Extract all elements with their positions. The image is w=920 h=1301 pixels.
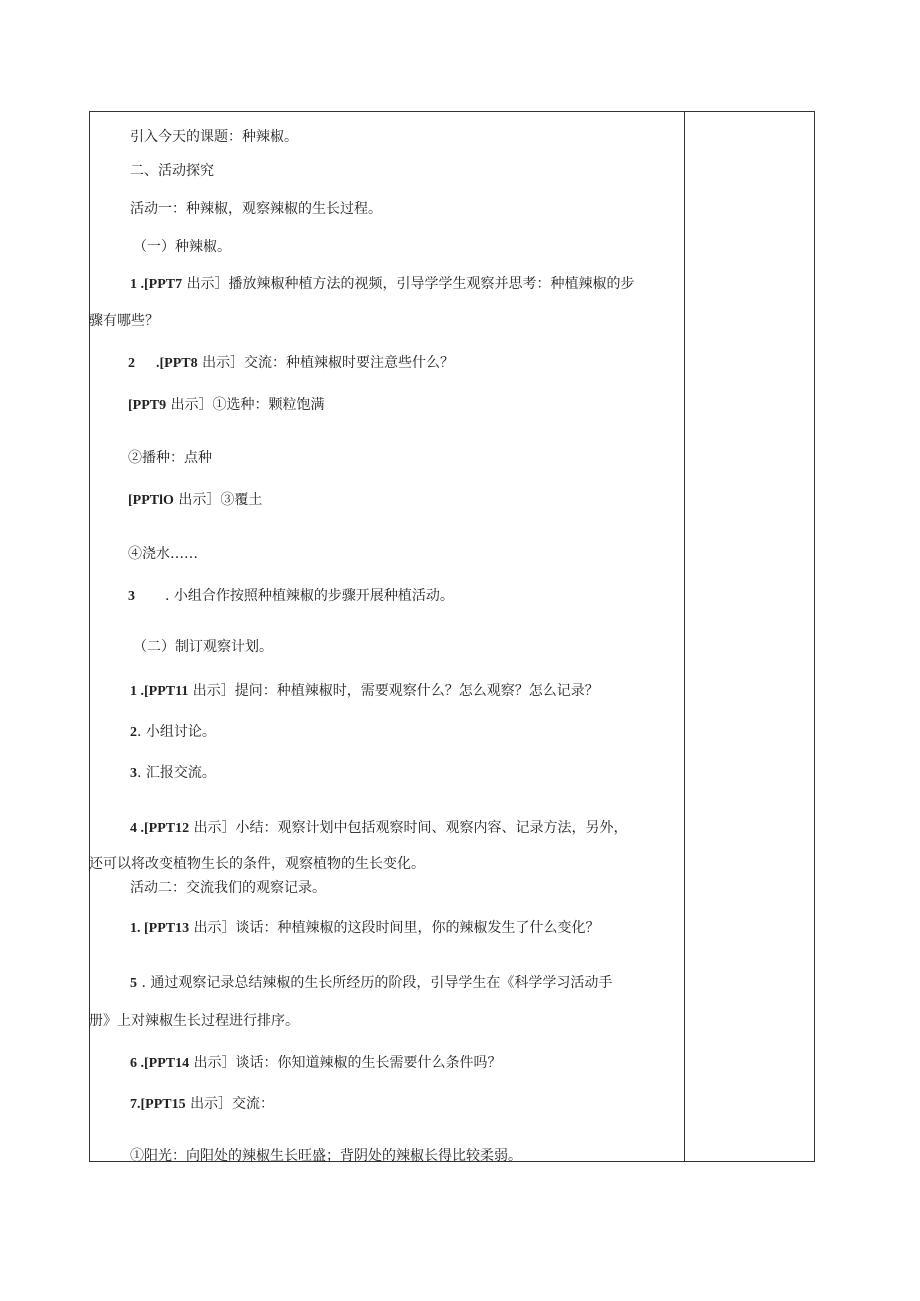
- step-line: 3 . 小组合作按照种植辣椒的步骤开展种植活动。: [128, 588, 454, 604]
- subsection-plant-pepper: （一）种辣椒。: [133, 239, 231, 255]
- step-line: ④浇水……: [128, 546, 198, 562]
- step-line: 1 .[PPT11 出示］提问：种植辣椒时，需要观察什么？怎么观察？怎么记录？: [130, 683, 599, 699]
- step-line: 4 .[PPT12 出示］小结：观察计划中包括观察时间、观察内容、记录方法，另外，: [130, 820, 628, 836]
- section-heading-activity-explore: 二、活动探究: [130, 163, 214, 179]
- step-line: ②播种：点种: [128, 450, 212, 466]
- step-line: 3. 汇报交流。: [130, 765, 216, 781]
- step-line-continued: 册》上对辣椒生长过程进行排序。: [89, 1013, 299, 1029]
- activity-two-heading: 活动二：交流我们的观察记录。: [130, 880, 326, 896]
- activity-one-heading: 活动一：种辣椒，观察辣椒的生长过程。: [130, 201, 382, 217]
- step-line: 1. [PPT13 出示］谈话：种植辣椒的这段时间里，你的辣椒发生了什么变化？: [130, 920, 600, 936]
- step-line: 2. 小组讨论。: [130, 724, 216, 740]
- step-line: 1 .[PPT7 出示］播放辣椒种植方法的视频，引导学学生观察并思考：种植辣椒的步: [130, 276, 635, 292]
- intro-line: 引入今天的课题：种辣椒。: [130, 129, 298, 145]
- lesson-content-cell: [89, 111, 684, 1162]
- step-line: 2 .[PPT8 出示］交流：种植辣椒时要注意些什么？: [128, 355, 455, 371]
- step-line: 6 .[PPT14 出示］谈话：你知道辣椒的生长需要什么条件吗？: [130, 1055, 502, 1071]
- step-line: 7.[PPT15 出示］交流：: [130, 1096, 275, 1112]
- subsection-observation-plan: （二）制订观察计划。: [133, 639, 273, 655]
- step-line: 5 . 通过观察记录总结辣椒的生长所经历的阶段，引导学生在《科学学习活动手: [130, 975, 613, 991]
- condition-sunlight-line: ①阳光：向阳处的辣椒生长旺盛；背阴处的辣椒长得比较柔弱。: [130, 1148, 522, 1162]
- step-line: [PPT9 出示］①选种：颗粒饱满: [128, 397, 325, 413]
- step-line: [PPTlO 出示］③覆土: [128, 492, 263, 508]
- step-line-continued: 还可以将改变植物生长的条件，观察植物的生长变化。: [89, 856, 425, 872]
- step-line-continued: 骤有哪些？: [89, 313, 159, 329]
- notes-cell: [685, 112, 814, 1161]
